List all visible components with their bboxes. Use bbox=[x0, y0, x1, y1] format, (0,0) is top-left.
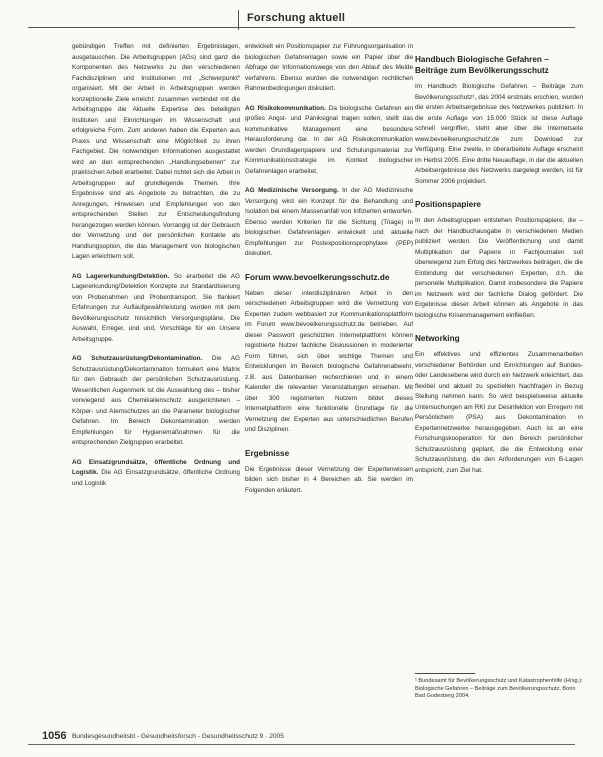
paragraph-lead: AG Einsatzgrundsätze, öffentliche Ordnung und Logistik. bbox=[72, 458, 240, 476]
running-head: Forschung aktuell bbox=[243, 12, 349, 24]
column-1 bbox=[72, 42, 240, 498]
paragraph-text: In der AG Medizinische Versorgung wird ein Konzept für die Behandlung und Isolation bei einem Massenanfall von Infizierten entworfen. Ebenso werden Kriterien für die Sichtung (Triage) in biologischen Gefahrenlagen entwickelt und aktuelle Empfehlungen zur Postexpositionsprophylaxe (PEP) diskutiert. bbox=[245, 187, 413, 257]
paragraph-text: Die Ergebnisse dieser Vernetzung der Expertenwissen bilden sich bisher in 4 Bereichen ab. Sie werden im Folgenden erläutert. bbox=[245, 465, 413, 494]
body-paragraph bbox=[415, 350, 583, 476]
paragraph-text: Die AG Einsatzgrundsätze, öffentliche Ordnung und Logistik bbox=[72, 469, 240, 487]
body-paragraph bbox=[415, 216, 583, 321]
paragraph-text: Da biologische Gefahren ein großes Angst- und Paniksignal tragen sollen, stellt das kommunikative Management eine besondere Herausforderung dar. In der AG Risikokommunikation werden Grundlagenpapiere und Schulungsmaterial zur Kommunikationsstrategie im Kontext biologischer Gefahrenlagen erarbeitet. bbox=[245, 104, 413, 175]
paragraph-lead: AG Lagererkundung/Detektion. bbox=[72, 272, 170, 280]
section-heading: Networking bbox=[415, 334, 460, 343]
paragraph-text: entwickelt ein Positionspapier zur Führungsorganisation in biologischen Gefahrenlagen sowie ein Papier über die Abfrage der Informationswege von den Ablauf des Melde verfahrens. Ebenso wurden die notwendigen rechtlichen Rahmenbedingungen diskutiert. bbox=[245, 43, 413, 92]
body-paragraph bbox=[245, 42, 413, 95]
paragraph-text: So erarbeitet die AG Lagererkundung/Detektion Konzepte zur Standardisierung von Probenahmen und Probentransport. Sie flankiert Erfahrungen zur Auflaufgewährleistung wurden mit dem Bevölkerungsschutz hinsichtlich Versorgungspläne, Die Auswahl, Erreger, und und, Vorschläge für ein Unsere Arbeitsgruppe. bbox=[72, 272, 240, 343]
paragraph-text: In den Arbeitsgruppen entstehen Positionspapiere, die – nach der Handbuchausgabe in verschiedenen Medien publiziert werden. Die Veröffentlichung und damit Multiplikation der Papiere in Fachjournalen soll überwiegend zum Erfolg des Netzwerkes beitragen, die die Einbindung der verschiedenen Experten, d.h. die personelle Multiplikation. Damit insbesondere die Papiere im Netzwerk wird der fachliche Dialog gefördert. Die Ergebnisse dieser Arbeit können als Angebote in das biologische Krisenmanagement einfließen. bbox=[415, 217, 583, 319]
body-paragraph bbox=[415, 82, 583, 187]
body-paragraph bbox=[72, 272, 240, 346]
body-paragraph bbox=[72, 458, 240, 490]
paragraph-lead: AG Medizinische Versorgung. bbox=[245, 187, 339, 194]
body-paragraph bbox=[72, 354, 240, 449]
body-paragraph bbox=[72, 42, 240, 263]
paragraph-text: Ein effektives und effizientes Zusammenarbeiten verschiedener Behörden und Einrichtungen auf Bundes- oder Landesebene wird durch ein Netzwerk erleichtert, das flexibel und aktuell zu speziellen Nachfragen in Bezug Stellung nehmen kann. So wird beispielsweise aktuelle Untersuchungen am RKI zur Desinfektion von Erregern mit Persönlichem (PSA) aus Dekontamination in Expertennetzwerke herausgegeben. Auch ist an eine Forschungskooperation für den Bereich persönlicher Schutzausrüstung geplant, die die Entwicklung einer Schutzausrüstung, die den Anforderungen von B-Lagen entspricht, zum Ziel hat. bbox=[415, 351, 583, 474]
section-heading: Ergebnisse bbox=[245, 448, 290, 458]
body-paragraph bbox=[245, 465, 413, 497]
body-paragraph bbox=[245, 289, 413, 436]
section-heading: Handbuch Biologische Gefahren – Beiträge zum Bevölkerungsschutz bbox=[415, 55, 549, 75]
paragraph-text: Im Handbuch Biologische Gefahren – Beiträge zum Bevölkerungsschutz¹, das 2004 erstmals erschien, wurden die ersten Arbeitsergebnisse des Netzwerkes publiziert. In die erste Auflage von 15.000 Stück ist diese Auflage schnell vergriffen, steht aber über die Internetseite www.bevoelkerungsschutz.de zum Download zur Verfügung. Eine zweite, in überarbeitete Auflage erscheint im Herbst 2005. Eine dritte Neuauflage, in der die aktuellen Arbeitsergebnisse des Netzwerks dargelegt werden, ist für Sommer 2006 projektiert. bbox=[415, 83, 583, 185]
running-head-divider bbox=[238, 10, 239, 30]
journal-citation: Bundesgesundheitsbl - Gesundheitsforsch - Gesundheitsschutz 9 · 2005 bbox=[72, 733, 284, 740]
paragraph-text: Die AG Schutzausrüstung/Dekontamination formuliert eine Matrix für den Gebrauch der persönlichen Schutzausrüstung. Wesentlichen Augenmerk ist die Auswahlung des – bisher vorwiegend aus Chemikalienschutz ausgerichteten – Körper- und Atemschutzes an die Parameter biologischer Gefahren. Im Bereich Dekontamination werden Empfehlungen für Hygienemaßnahmen für die entsprechenden Zielgruppen erarbeitet. bbox=[72, 355, 240, 446]
footnote-rule bbox=[415, 673, 475, 674]
section-heading: Positionspapiere bbox=[415, 200, 481, 209]
footnote: ¹ Bundesamt für Bevölkerungsschutz und Katastrophenhilfe (Hrsg.): Biologische Gefahren – Beiträge zum Bevölkerungsschutz, Bonn Bad Godesberg 2004. bbox=[415, 678, 583, 700]
page-number: 1056 bbox=[42, 730, 67, 742]
column-3 bbox=[415, 42, 583, 485]
section-heading: Forum www.bevoelkerungsschutz.de bbox=[245, 272, 390, 282]
footer-rule bbox=[28, 744, 575, 745]
paragraph-lead: AG Risikokommunikation. bbox=[245, 104, 326, 112]
column-2 bbox=[245, 42, 413, 505]
body-paragraph bbox=[245, 104, 413, 178]
paragraph-lead: AG Schutzausrüstung/Dekontamination. bbox=[72, 355, 203, 362]
paragraph-text: gebündigen Treffen mit definierten Ergebnislagen, ausgetauschen. Die Arbeitsgruppen (AGs) sind ganz die Komponenten des Netzwerks zu den verschiedenen Fachdisziplinen und Institutionen mit „Schwerpunkt“ organisiert. Mit der Arbeit in Arbeitsgruppen werden konzeptionelle Ziele erreicht: zusammen verbindet mit die Arbeitsgruppe die Aktuelle Expertise des beteiligten Instituten und Einrichtungen im Wissenschaft und erfolgreiche Form. Zum anderen haben die Experten aus Praxis und Wissenschaft eine Möglichkeit zu ihren Fachgebiet. Die notwendigen Informationen ausgestattet wird an den entsprechenden „Handlungsebenen“ zur praktischen Arbeit erarbeitet. Dabei richtet sich die Arbeit in Arbeitsgruppen auf grundlegende Themen. Ihre Ergebnisse sind als Angebote zu betrachten, die zu Anregungen, Hinweisen und Empfehlungen von den entsprechenden Stellen zur Entscheidungsfindung herangezogen werden können. Vorrangig ist der Gebrauch der Vernetzung und der persönlichen Kontakte als Handlungsoption, die das Management von biologischen Lagen erleichtern soll. bbox=[72, 43, 240, 260]
header-rule bbox=[28, 27, 575, 28]
body-paragraph bbox=[245, 186, 413, 260]
paragraph-text: Neben dieser interdisziplinären Arbeit in den verschiedenen Arbeitsgruppen wird die Vernetzung von Experten zudem webbasiert zur Kommunikationsplattform im Forum www.bevoelkerungsschutz.de betrieben. Auf dieser Passwort geschützten Internetplattform können registrierte Nutzer fachliche Diskussionen in moderierter Form führen, sich über wichtige Themen und Entwicklungen im Bereich biologische Gefahrenabwehr, z.B. aus Datenbanken recherchieren und in einem Kalender die relevanten Veranstaltungen einsehen. Mit über 300 registrierten Nutzern bildet dieses Internetplattform eine funktionelle Grundlage für die Vernetzung der Experten aus unterschiedlichen Berufen und Disziplinen. bbox=[245, 289, 413, 433]
